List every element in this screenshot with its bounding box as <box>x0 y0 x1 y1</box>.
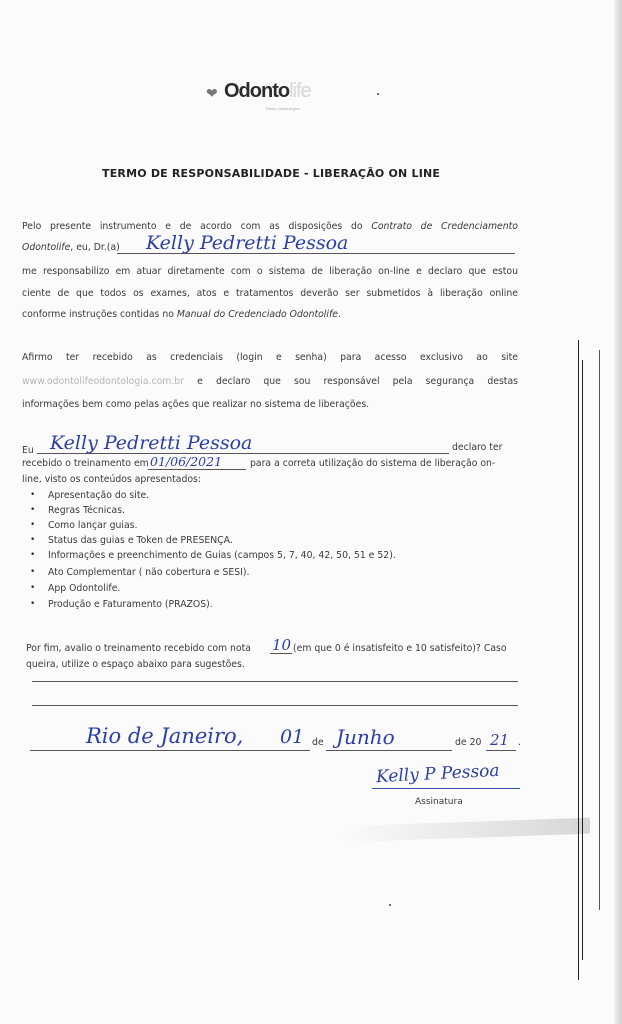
bullet-icon: • <box>30 505 36 515</box>
p2-line-1: Afirmo ter recebido as credenciais (login e senha) para acesso exclusivo ao site <box>22 352 518 363</box>
logo-tagline: Plano odontológico <box>266 106 301 111</box>
bullet-icon: • <box>30 567 36 577</box>
handwritten-day: 01 <box>280 726 305 748</box>
logo-name: Odonto <box>224 80 290 102</box>
p2-line-2: www.odontolifeodontologia.com.br e declaro que sou responsável pela segurança destas <box>22 376 518 387</box>
bullet-icon: • <box>30 490 36 500</box>
p1-line-4: ciente de que todos os exames, atos e tratamentos deverão ser submetidos à liberação online <box>22 288 518 299</box>
signature-mark: Kelly P Pessoa <box>375 760 501 788</box>
suggestion-line-2 <box>32 705 518 706</box>
page-edge <box>578 340 579 980</box>
p1-line-3: me responsabilizo em atuar diretamente com o sistema de liberação on-line e declaro que estou <box>22 266 518 277</box>
bullet-icon: • <box>30 520 36 530</box>
heart-icon: ❤ <box>206 85 218 101</box>
speck <box>389 904 391 906</box>
speck <box>377 93 379 95</box>
p1-line-2: Odontolife, eu, Dr.(a) <box>22 242 120 253</box>
p3-line-3: line, visto os conteúdos apresentados: <box>22 474 202 485</box>
p3-line-2a: recebido o treinamento em <box>22 458 149 469</box>
site-link[interactable]: www.odontolifeodontologia.com.br <box>22 376 185 387</box>
de-label-1: de <box>312 737 324 748</box>
page-edge <box>582 360 583 960</box>
handwritten-month: Junho <box>336 725 395 749</box>
p1-line-1: Pelo presente instrumento e de acordo com as disposições do Contrato de Credenciamento <box>22 221 518 232</box>
year-line <box>486 750 516 751</box>
handwritten-name-2: Kelly Pedretti Pessoa <box>50 432 253 454</box>
page-edge <box>599 350 600 910</box>
month-line <box>326 750 452 751</box>
city-line <box>30 750 310 751</box>
signature-label: Assinatura <box>415 797 463 807</box>
p1-line-5: conforme instruções contidas no Manual do Credenciado Odontolife. <box>22 309 341 320</box>
bullet-icon: • <box>30 550 36 560</box>
p2-line-3: informações bem como pelas ações que realizar no sistema de liberações. <box>22 399 370 410</box>
p3-eu: Eu <box>22 445 34 456</box>
p4-line-1a: Por fim, avalio o treinamento recebido com nota <box>26 643 251 654</box>
handwritten-name-1: Kelly Pedretti Pessoa <box>146 232 349 254</box>
de-label-2: de 20 <box>455 737 482 748</box>
handwritten-date: 01/06/2021 <box>150 454 223 469</box>
signature-line <box>372 788 520 789</box>
suggestion-line-1 <box>32 681 518 682</box>
p4-line-2: queira, utilize o espaço abaixo para sugestões. <box>26 659 245 670</box>
handwritten-grade: 10 <box>272 636 292 654</box>
logo-name-light: life <box>289 80 311 102</box>
p3-line-2b: para a correta utilização do sistema de liberação on- <box>250 458 496 469</box>
bullet-icon: • <box>30 535 36 545</box>
document-title: TERMO DE RESPONSABILIDADE - LIBERAÇÃO ON LINE <box>102 167 441 180</box>
p4-line-1b: (em que 0 é insatisfeito e 10 satisfeito)? Caso <box>293 643 507 654</box>
bullet-icon: • <box>30 599 36 609</box>
bullet-icon: • <box>30 583 36 593</box>
handwritten-city: Rio de Janeiro, <box>86 724 244 748</box>
page-fold <box>614 0 622 1024</box>
date-line <box>148 469 246 470</box>
end-period: . <box>518 737 521 748</box>
document-page: ❤ Odontolife Plano odontológico TERMO DE RESPONSABILIDADE - LIBERAÇÃO ON LINE Pelo presente instrumento e de acordo com as disposições do Contrato de Credenciamento Odontolife, eu, Dr.(a) Kelly Pedretti Pessoa me responsabilizo em atuar diretamente com o sistema de liberação on-line e declaro que estou ciente de que todos os exames, atos e tratamentos deverão ser submetidos à liberação online conforme instruções contidas no Manual do Credenciado Odontolife. Afirmo ter recebido as credenciais (login e senha) para acesso exclusivo ao site www.odontolifeodontologia.com.br e declaro que sou responsável pela segurança destas informações bem como pelas ações que realizar no sistema de liberações. Eu Kelly Pedretti Pessoa declaro ter recebido o treinamento em 01/06/2021 para a correta utilização do sistema de liberação on- line, visto os conteúdos apresentados: • Apresentação do site. • Regras Técnicas. • Como lançar guias. • Status das guias e Token de PRESENÇA. • Informações e preenchimento de Guias (campos 5, 7, 40, 42, 50, 51 e 52). • Ato Complementar ( não cobertura e SESI). • App Odontolife. • Produção e Faturamento (PRAZOS). Por fim, avalio o treinamento recebido com nota 10 (em que 0 é insatisfeito e 10 satisfeito)? Caso queira, utilize o espaço abaixo para sugestões. Rio de Janeiro, 01 de Junho de 20 21 . Kelly P Pessoa Assinatura <box>0 0 622 1024</box>
manual-reference: Manual do Credenciado Odontolife <box>176 309 338 320</box>
page-shadow <box>340 818 590 843</box>
contract-reference: Contrato de Credenciamento <box>371 221 518 232</box>
handwritten-year: 21 <box>490 731 510 749</box>
p3-declaro: declaro ter <box>452 442 503 453</box>
